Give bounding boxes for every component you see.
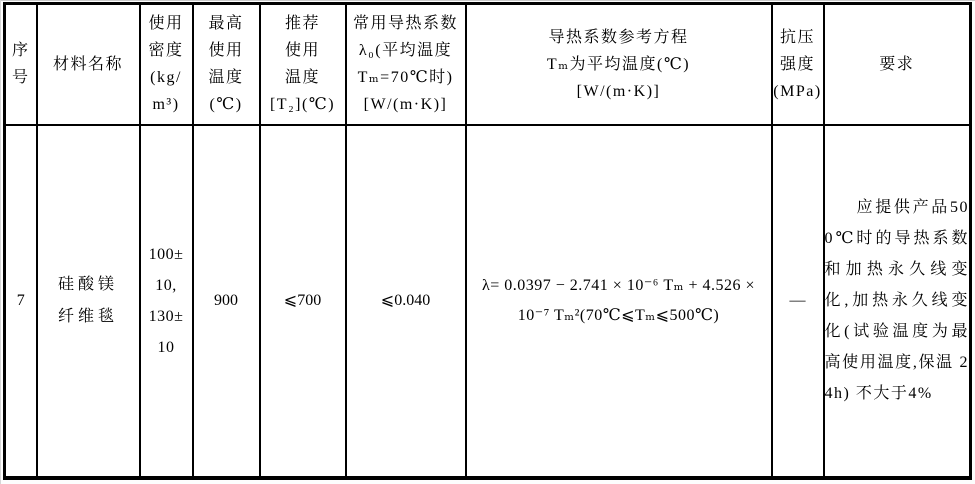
cell-conductivity-reference-equation	[466, 125, 772, 479]
cell-text: ⩽700	[283, 291, 322, 309]
header-text: [W/(m·K)]	[576, 82, 661, 100]
header-requirement	[824, 4, 971, 125]
cell-text: 7	[16, 291, 25, 309]
header-text: 使用	[148, 15, 184, 33]
header-text: 抗压	[779, 28, 815, 46]
cell-text: 130±	[148, 307, 184, 325]
scan-edge-line	[0, 0, 975, 1]
header-text: 常用导热系数	[352, 15, 458, 33]
header-text: 推荐	[284, 15, 320, 33]
cell-text: —	[789, 291, 806, 309]
header-text: 强度	[779, 55, 815, 73]
header-text: 材料名称	[52, 55, 123, 73]
header-max-use-temperature	[193, 4, 260, 125]
header-text: 要求	[879, 55, 915, 73]
header-text: 导热系数参考方程	[548, 28, 689, 46]
header-text: m³)	[152, 96, 180, 114]
header-common-thermal-conductivity	[346, 4, 466, 125]
header-text: 号	[11, 69, 30, 87]
table-row	[5, 125, 971, 479]
header-text: (MPa)	[773, 82, 822, 100]
cell-recommended-use-temperature	[260, 125, 346, 479]
cell-text: 纤维毯	[57, 307, 118, 325]
cell-text: 10,	[155, 276, 177, 294]
cell-text: ⩽0.040	[380, 291, 431, 309]
cell-text: 100±	[148, 245, 184, 263]
header-text: 最高	[208, 15, 244, 33]
cell-use-density	[140, 125, 193, 479]
cell-max-use-temperature	[193, 125, 260, 479]
material-properties-table	[3, 2, 972, 480]
header-conductivity-reference-equation	[466, 4, 772, 125]
header-material-name	[37, 4, 140, 125]
cell-requirement	[824, 125, 971, 479]
header-text: λ₀(平均温度	[358, 42, 453, 60]
header-use-density	[140, 4, 193, 125]
header-compressive-strength	[772, 4, 824, 125]
header-text: Tₘ为平均温度(℃)	[546, 55, 691, 73]
scan-edge-line	[0, 0, 1, 484]
cell-common-thermal-conductivity	[346, 125, 466, 479]
header-text: [T₂](℃)	[269, 96, 336, 114]
cell-text: 10	[157, 338, 175, 356]
header-serial-number	[5, 4, 37, 125]
header-recommended-use-temperature	[260, 4, 346, 125]
header-text: 使用	[208, 42, 244, 60]
cell-compressive-strength	[772, 125, 824, 479]
cell-text: 硅酸镁	[57, 275, 118, 293]
header-text: 密度	[148, 42, 184, 60]
header-text: 使用	[284, 42, 320, 60]
header-text: Tₘ=70℃时)	[357, 69, 454, 87]
header-text: 序	[11, 42, 30, 60]
cell-text: 10⁻⁷ Tₘ²(70℃⩽Tₘ⩽500℃)	[517, 306, 720, 324]
header-text: (℃)	[209, 96, 243, 114]
table-header-row	[5, 4, 971, 125]
header-text: (kg/	[150, 69, 182, 87]
header-text: 温度	[208, 69, 244, 87]
cell-text: λ= 0.0397 − 2.741 × 10⁻⁶ Tₘ + 4.526 ×	[482, 276, 755, 294]
requirement-text: 应提供产品500℃时的导热系数和加热永久线变化,加热永久线变化(试验温度为最高使用温度,保温 24h) 不大于4%	[824, 199, 969, 403]
cell-text: 900	[214, 291, 238, 309]
cell-material-name	[37, 125, 140, 479]
header-text: [W/(m·K)]	[363, 96, 448, 114]
cell-serial-number	[5, 125, 37, 479]
header-text: 温度	[284, 69, 320, 87]
